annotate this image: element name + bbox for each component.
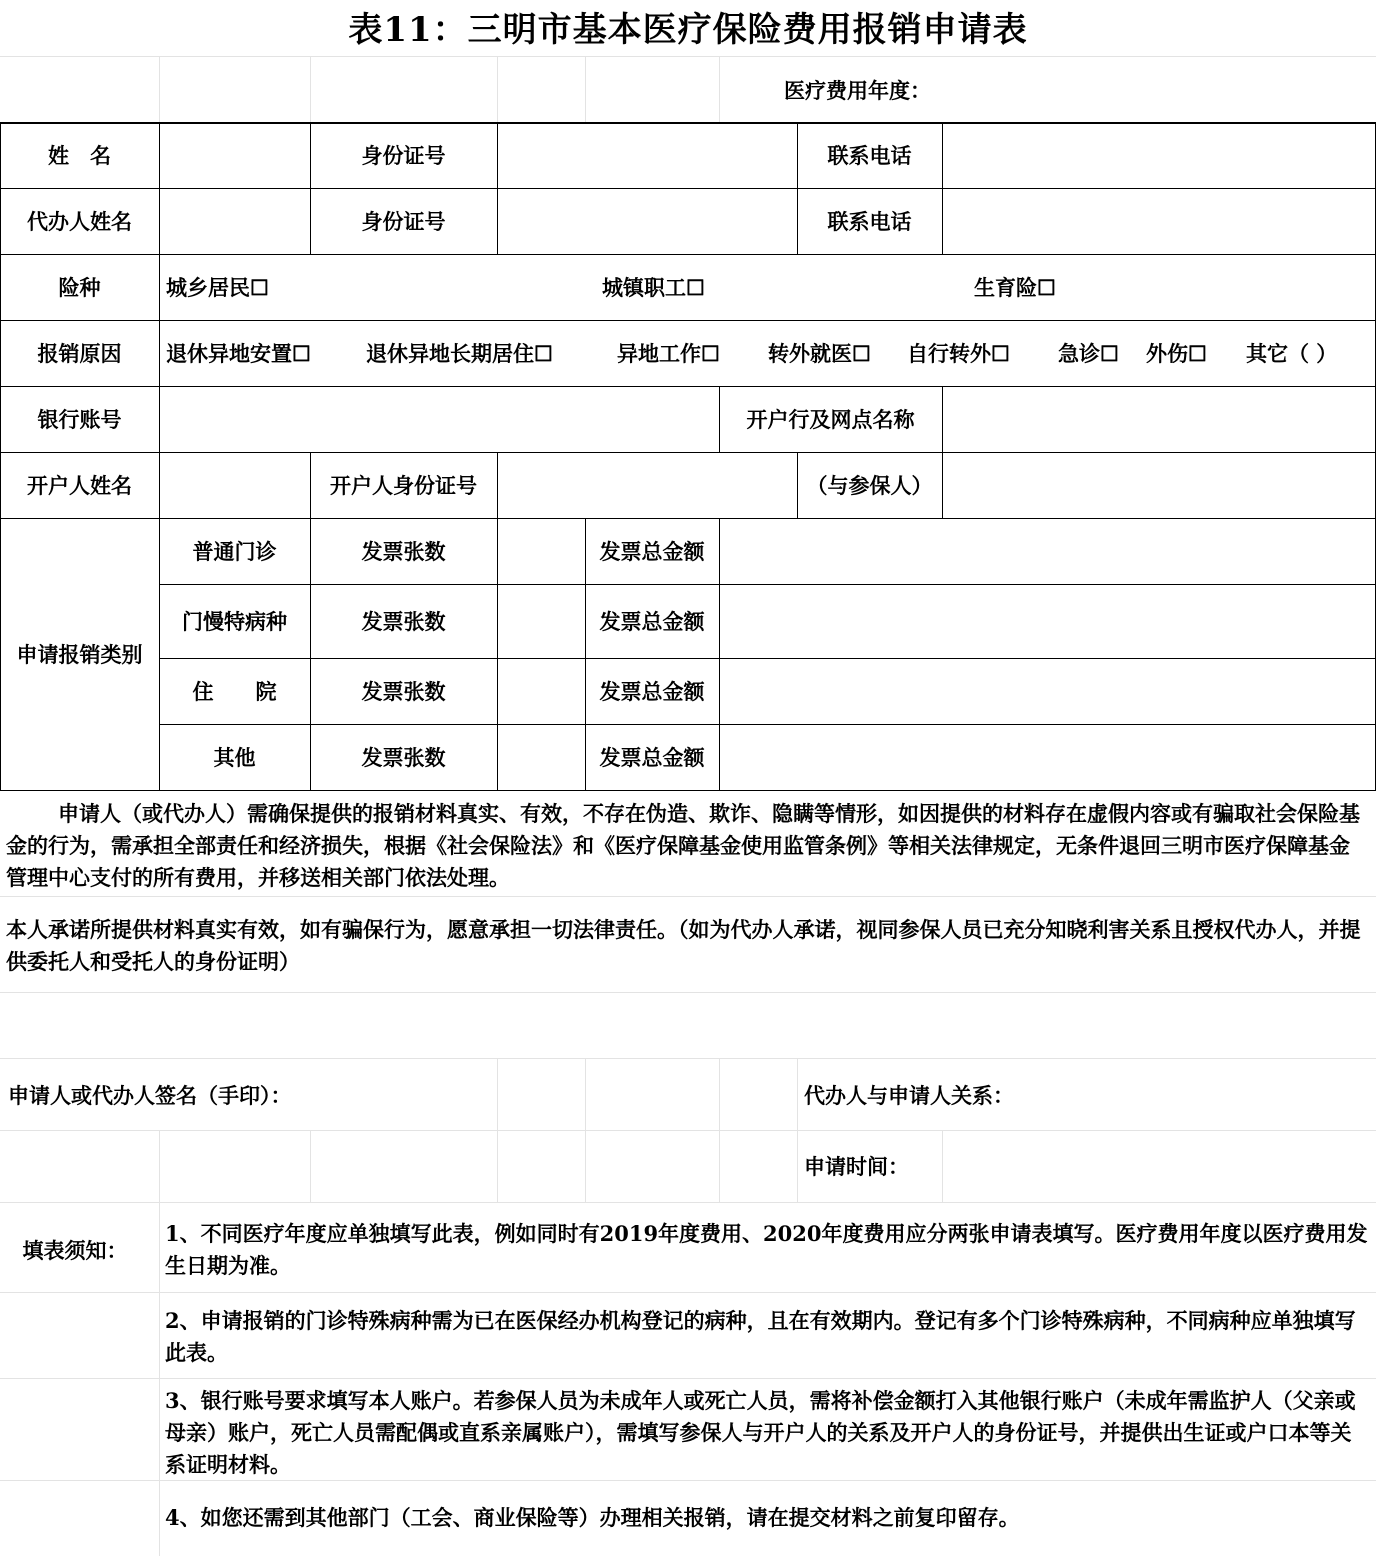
applicant-id-field[interactable] — [498, 124, 797, 188]
agent-phone-field[interactable] — [943, 189, 1375, 254]
category-type-outpatient: 普通门诊 — [192, 539, 277, 564]
invoice-amount-field[interactable] — [720, 659, 1375, 724]
category-type-inpatient: 住 院 — [192, 679, 277, 704]
invoice-count-label: 发票张数 — [361, 609, 446, 634]
invoice-amount-label: 发票总金额 — [599, 745, 705, 770]
invoice-count-label: 发票张数 — [361, 539, 446, 564]
applicant-name-label: 姓 名 — [48, 143, 111, 168]
invoice-count-label: 发票张数 — [361, 679, 446, 704]
note-item: 2、申请报销的门诊特殊病种需为已在医保经办机构登记的病种，且在有效期内。登记有多个门诊特殊病种，不同病种应单独填写此表。 — [165, 1308, 1356, 1365]
date-label: 申请时间： — [804, 1154, 909, 1179]
applicant-id-label: 身份证号 — [361, 143, 446, 168]
signature-field[interactable] — [360, 1062, 790, 1126]
year-label: 医疗费用年度： — [784, 78, 931, 103]
bank-branch-field[interactable] — [943, 387, 1375, 452]
form-title: 表11：三明市基本医疗保险费用报销申请表 — [348, 10, 1028, 50]
category-label: 申请报销类别 — [16, 642, 143, 667]
bank-account-label: 银行账号 — [37, 407, 122, 432]
reason-option-emergency[interactable]: 急诊☐ — [1058, 341, 1119, 366]
applicant-name-field[interactable] — [160, 124, 310, 188]
category-type-chronic: 门慢特病种 — [182, 609, 287, 634]
applicant-phone-field[interactable] — [943, 124, 1375, 188]
applicant-phone-label: 联系电话 — [827, 143, 912, 168]
invoice-amount-field[interactable] — [720, 725, 1375, 790]
reason-label: 报销原因 — [37, 341, 122, 366]
invoice-count-field[interactable] — [498, 519, 585, 584]
invoice-amount-field[interactable] — [720, 519, 1375, 584]
holder-name-label: 开户人姓名 — [27, 473, 132, 498]
date-field[interactable] — [944, 1134, 1370, 1198]
reason-option-retire-longterm[interactable]: 退休异地长期居住☐ — [366, 341, 553, 366]
holder-id-label: 开户人身份证号 — [330, 473, 477, 498]
note-item: 1、不同医疗年度应单独填写此表，例如同时有2019年度费用、2020年度费用应分两张申请表填写。医疗费用年度以医疗费用发生日期为准。 — [165, 1221, 1368, 1278]
agent-id-field[interactable] — [498, 189, 797, 254]
declaration-text: 申请人（或代办人）需确保提供的报销材料真实、有效，不存在伪造、欺诈、隐瞒等情形，如因提供的材料存在虚假内容或有骗取社会保险基金的行为，需承担全部责任和经济损失，根据《社会保险法》和《医疗保障基金使用监管条例》等相关法律规定，无条件退回三明市医疗保障基金管理中心支付的所有费用，并移送相关部门依法处理。 — [6, 801, 1360, 890]
insurance-option-rural[interactable]: 城乡居民☐ — [166, 275, 269, 300]
agent-name-field[interactable] — [160, 189, 310, 254]
promise-text: 本人承诺所提供材料真实有效，如有骗保行为，愿意承担一切法律责任。（如为代办人承诺，视同参保人员已充分知晓利害关系且授权代办人，并提供委托人和受托人的身份证明） — [6, 917, 1361, 974]
insurance-label: 险种 — [58, 275, 101, 300]
category-type-other: 其他 — [213, 745, 256, 770]
agent-id-label: 身份证号 — [361, 209, 446, 234]
holder-name-field[interactable] — [160, 453, 310, 518]
invoice-count-field[interactable] — [498, 659, 585, 724]
agent-relation-field[interactable] — [1044, 1062, 1370, 1126]
year-field[interactable] — [944, 66, 1364, 116]
reason-option-work-elsewhere[interactable]: 异地工作☐ — [617, 341, 720, 366]
note-item: 4、如您还需到其他部门（工会、商业保险等）办理相关报销，请在提交材料之前复印留存。 — [165, 1505, 1020, 1530]
bank-branch-label: 开户行及网点名称 — [746, 407, 915, 432]
insurance-option-maternity[interactable]: 生育险☐ — [974, 275, 1056, 300]
agent-phone-label: 联系电话 — [827, 209, 912, 234]
reason-option-self-referral[interactable]: 自行转外☐ — [907, 341, 1010, 366]
invoice-count-field[interactable] — [498, 585, 585, 658]
invoice-amount-label: 发票总金额 — [599, 609, 705, 634]
agent-name-label: 代办人姓名 — [27, 209, 132, 234]
insurance-option-employee[interactable]: 城镇职工☐ — [602, 275, 705, 300]
reason-option-injury[interactable]: 外伤☐ — [1146, 341, 1207, 366]
invoice-amount-label: 发票总金额 — [599, 679, 705, 704]
bank-account-field[interactable] — [160, 387, 719, 452]
invoice-amount-field[interactable] — [720, 585, 1375, 658]
signature-label: 申请人或代办人签名（手印）： — [8, 1083, 292, 1108]
holder-id-field[interactable] — [498, 453, 797, 518]
note-item: 3、银行账号要求填写本人账户。若参保人员为未成年人或死亡人员，需将补偿金额打入其他银行账户（未成年需监护人（父亲或母亲）账户，死亡人员需配偶或直系亲属账户），需填写参保人与开户人的关系及开户人的身份证号，并提供出生证或户口本等关系证明材料。 — [165, 1388, 1356, 1477]
reason-option-referral[interactable]: 转外就医☐ — [768, 341, 871, 366]
invoice-count-label: 发票张数 — [361, 745, 446, 770]
notes-label: 填表须知： — [22, 1238, 128, 1263]
invoice-amount-label: 发票总金额 — [599, 539, 705, 564]
holder-relation-label: （与参保人） — [806, 473, 933, 498]
agent-relation-label: 代办人与申请人关系： — [804, 1083, 1014, 1108]
holder-relation-field[interactable] — [943, 453, 1375, 518]
reason-option-retire-relocate[interactable]: 退休异地安置☐ — [166, 341, 311, 366]
reason-option-other[interactable]: 其它（ ） — [1246, 341, 1338, 366]
invoice-count-field[interactable] — [498, 725, 585, 790]
